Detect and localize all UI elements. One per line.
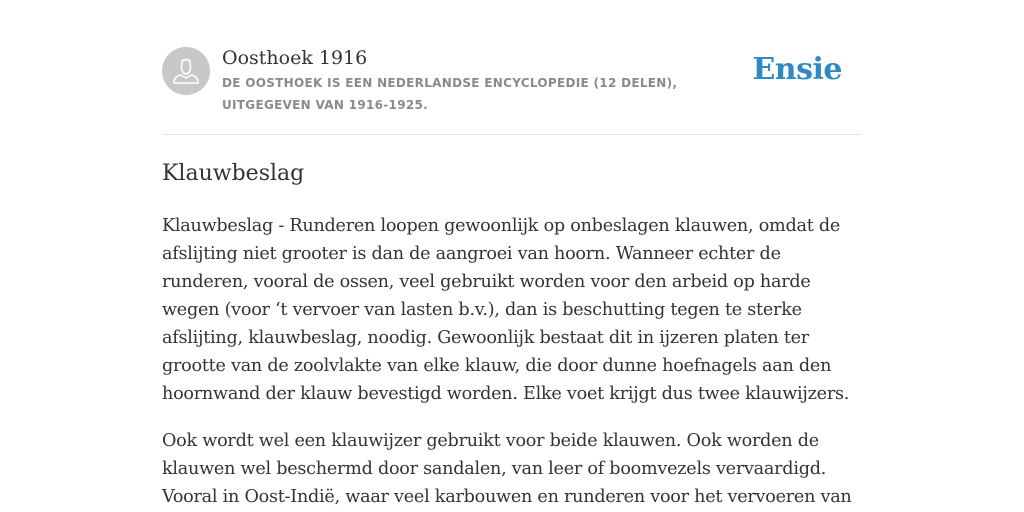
article-title: Klauwbeslag: [162, 161, 305, 186]
content-container: [162, 0, 862, 507]
source-title[interactable]: Oosthoek 1916: [222, 47, 368, 69]
source-avatar[interactable]: [162, 47, 210, 95]
user-icon: [162, 47, 210, 95]
article-paragraph: Ook wordt wel een klauwijzer gebruikt voor beide klauwen. Ook worden de klauwen wel beschermd door sandalen, van leer of boomvezels vervaardigd. Vooral in Oost-Indië, waar veel karbouwen en runderen voor het vervoeren van: [162, 431, 852, 507]
article-paragraph: Klauwbeslag - Runderen loopen gewoonlijk op onbeslagen klauwen, omdat de afslijting niet grooter is dan de aangroei van hoorn. Wanneer echter de runderen, vooral de ossen, veel gebruikt worden voor den arbeid op harde wegen (voor ‘t vervoer van lasten b.v.), dan is beschutting tegen te sterke afslijting, klauwbeslag, noodig. Gewoonlijk bestaat dit in ijzeren platen ter grootte van de zoolvlakte van elke klauw, die door dunne hoefnagels aan den hoornwand der klauw bevestigd worden. Elke voet krijgt dus twee klauwijzers.: [162, 216, 850, 404]
source-description: DE OOSTHOEK IS EEN NEDERLANDSE ENCYCLOPEDIE (12 DELEN), UITGEGEVEN VAN 1916-1925.: [222, 76, 678, 112]
article-body: [162, 212, 872, 512]
source-header: [162, 0, 862, 135]
ensie-logo[interactable]: Ensie: [752, 52, 842, 87]
